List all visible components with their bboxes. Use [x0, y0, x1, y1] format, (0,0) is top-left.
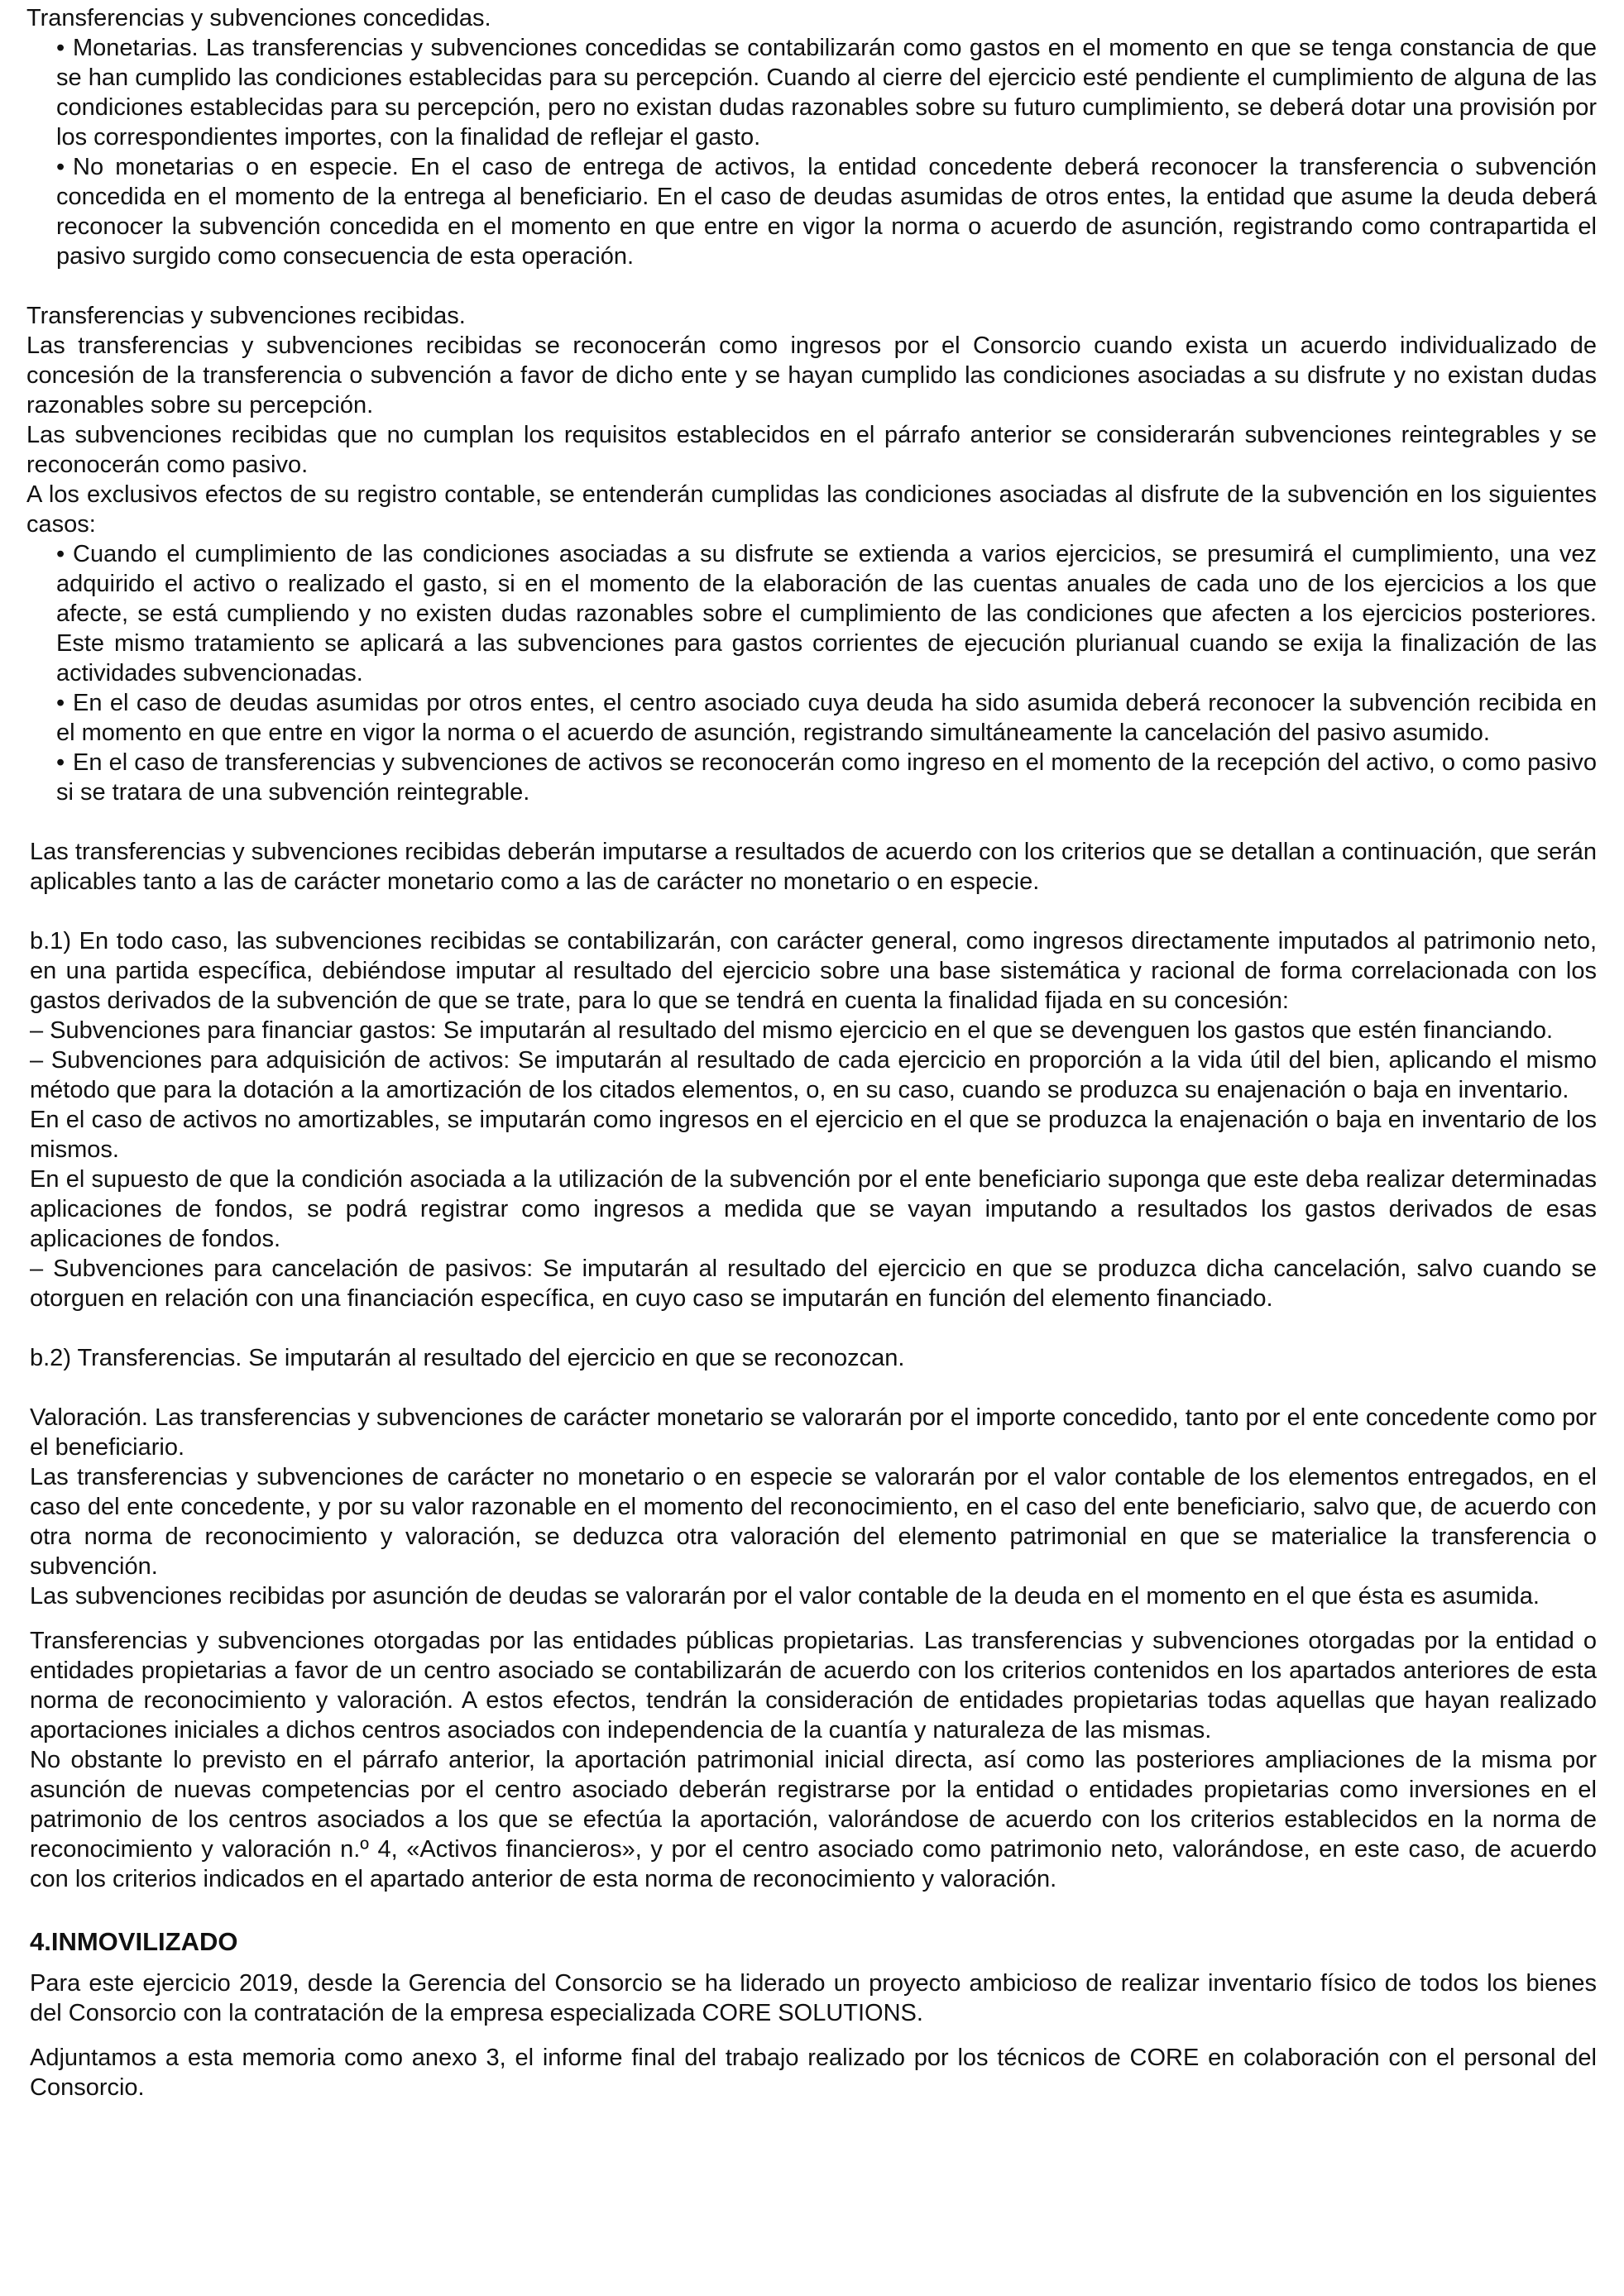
concedidas-title: Transferencias y subvenciones concedidas. [26, 5, 491, 31]
recibidas-bullet-2: • En el caso de deudas asumidas por otros entes, el centro asociado cuya deuda ha sido asumida deberá reconocer la subvención recibida en el momento en que entre en vigor la norma o el acuerdo de asunción, registrando simultáneamente la cancelación del pasivo asumido. [56, 690, 1597, 746]
recibidas-p1: Las transferencias y subvenciones recibidas se reconocerán como ingresos por el Consorcio cuando exista un acuerdo individualizado de concesión de la transferencia o subvención a favor de dicho ente y se hayan cumplido las condiciones asociadas a su disfrute y no existan dudas razonables sobre su percepción. [26, 332, 1597, 419]
concedidas-no-monetarias: • No monetarias o en especie. En el caso de entrega de activos, la entidad concedente deberá reconocer la transferencia o subvención concedida en el momento de la entrega al beneficiario. En el caso de deudas asumidas de otros entes, la entidad que asume la deuda deberá reconocer la subvención concedida en el momento en que entre en vigor la norma o acuerdo de asunción, registrando como contrapartida el pasivo surgido como consecuencia de esta operación. [56, 154, 1597, 270]
valoracion-p3: Las subvenciones recibidas por asunción de deudas se valorarán por el valor contable de la deuda en el momento en el que ésta es asumida. [30, 1583, 1540, 1610]
section-heading-inmovilizado: 4.INMOVILIZADO [30, 1927, 238, 1956]
imputacion-b1-intro: b.1) En todo caso, las subvenciones recibidas se contabilizarán, con carácter general, como ingresos directamente imputados al patrimonio neto, en una partida específica, debiéndose imputar al resultado del ejercicio sobre una base sistemática y racional de forma correlacionada con los gastos derivados de la subvención de que se trate, para lo que se tendrá en cuenta la finalidad fijada en su concesión: [30, 928, 1597, 1014]
otorgadas-p1: Transferencias y subvenciones otorgadas por las entidades públicas propietarias. Las transferencias y subvenciones otorgadas por la entidad o entidades propietarias a favor de un centro asociado se contabilizarán de acuerdo con los criterios contenidos en los apartados anteriores de esta norma de reconocimiento y valoración. A estos efectos, tendrán la consideración de entidades propietarias todas aquellas que hayan realizado aportaciones iniciales a dichos centros asociados con independencia de la cuantía y naturaleza de las mismas. [30, 1628, 1597, 1744]
imputacion-dash-pasivos: – Subvenciones para cancelación de pasivos: Se imputarán al resultado del ejercicio en que se produzca dicha cancelación, salvo cuando se otorguen en relación con una financiación específica, en cuyo caso se imputarán en función del elemento financiado. [30, 1256, 1597, 1312]
imputacion-b2: b.2) Transferencias. Se imputarán al resultado del ejercicio en que se reconozcan. [30, 1345, 905, 1371]
document-page [26, 3, 1597, 2102]
imputacion-dash-activos: – Subvenciones para adquisición de activos: Se imputarán al resultado de cada ejercicio en proporción a la vida útil del bien, aplicando el mismo método que para la dotación a la amortización de los citados elementos, o, en su caso, cuando se produzca su enajenación o baja en inventario. [30, 1047, 1597, 1103]
recibidas-title: Transferencias y subvenciones recibidas. [26, 303, 466, 329]
recibidas-bullet-3: • En el caso de transferencias y subvenciones de activos se reconocerán como ingreso en el momento de la recepción del activo, o como pasivo si se tratara de una subvención reintegrable. [56, 749, 1597, 806]
recibidas-bullet-1: • Cuando el cumplimiento de las condiciones asociadas a su disfrute se extienda a varios ejercicios, se presumirá el cumplimiento, una vez adquirido el activo o realizado el gasto, si en el momento de la elaboración de las cuentas anuales de cada uno de los ejercicios a los que afecte, se está cumpliendo y no existen dudas razonables sobre el cumplimiento de las condiciones que afecten a los ejercicios posteriores. Este mismo tratamiento se aplicará a las subvenciones para gastos corrientes de ejecución plurianual cuando se exija la finalización de las actividades subvencionadas. [56, 541, 1597, 686]
bullet-icon: • [56, 154, 65, 180]
inmovilizado-p2: Adjuntamos a esta memoria como anexo 3, el informe final del trabajo realizado por los técnicos de CORE en colaboración con el personal del Consorcio. [30, 2045, 1597, 2101]
concedidas-monetarias: • Monetarias. Las transferencias y subvenciones concedidas se contabilizarán como gastos en el momento en que se tenga constancia de que se han cumplido las condiciones establecidas para su percepción. Cuando al cierre del ejercicio esté pendiente el cumplimiento de alguna de las condiciones establecidas para su percepción, pero no existan dudas razonables sobre su futuro cumplimiento, se deberá dotar una provisión por los correspondientes importes, con la finalidad de reflejar el gasto. [56, 35, 1597, 151]
inmovilizado-p1: Para este ejercicio 2019, desde la Gerencia del Consorcio se ha liderado un proyecto ambicioso de realizar inventario físico de todos los bienes del Consorcio con la contratación de la empresa especializada CORE SOLUTIONS. [30, 1970, 1597, 2026]
otorgadas-p2: No obstante lo previsto en el párrafo anterior, la aportación patrimonial inicial directa, así como las posteriores ampliaciones de la misma por asunción de nuevas competencias por el centro asociado deberán registrarse por la entidad o entidades propietarias como inversiones en el patrimonio de los centros asociados a los que se efectúa la aportación, valorándose de acuerdo con los criterios establecidos en la norma de reconocimiento y valoración n.º 4, «Activos financieros», y por el centro asociado como patrimonio neto, valorándose, en este caso, de acuerdo con los criterios indicados en el apartado anterior de esta norma de reconocimiento y valoración. [30, 1747, 1597, 1892]
imputacion-intro: Las transferencias y subvenciones recibidas deberán imputarse a resultados de acuerdo con los criterios que se detallan a continuación, que serán aplicables tanto a las de carácter monetario como a las de carácter no monetario o en especie. [30, 839, 1597, 895]
valoracion-p1: Valoración. Las transferencias y subvenciones de carácter monetario se valorarán por el importe concedido, tanto por el ente concedente como por el beneficiario. [30, 1404, 1597, 1461]
recibidas-p2: Las subvenciones recibidas que no cumplan los requisitos establecidos en el párrafo anterior se considerarán subvenciones reintegrables y se reconocerán como pasivo. [26, 422, 1597, 478]
bullet-icon: • [56, 690, 65, 716]
imputacion-dash-gastos: – Subvenciones para financiar gastos: Se imputarán al resultado del mismo ejercicio en el que se devenguen los gastos que estén financiando. [30, 1017, 1554, 1044]
bullet-icon: • [56, 541, 65, 567]
imputacion-supuesto: En el supuesto de que la condición asociada a la utilización de la subvención por el ente beneficiario suponga que este deba realizar determinadas aplicaciones de fondos, se podrá registrar como ingresos a medida que se vayan imputando a resultados los gastos derivados de esas aplicaciones de fondos. [30, 1166, 1597, 1252]
bullet-icon: • [56, 749, 65, 776]
imputacion-no-amortizables: En el caso de activos no amortizables, se imputarán como ingresos en el ejercicio en el que se produzca la enajenación o baja en inventario de los mismos. [30, 1107, 1597, 1163]
recibidas-p3: A los exclusivos efectos de su registro contable, se entenderán cumplidas las condiciones asociadas al disfrute de la subvención en los siguientes casos: [26, 481, 1597, 538]
bullet-icon: • [56, 35, 65, 61]
valoracion-p2: Las transferencias y subvenciones de carácter no monetario o en especie se valorarán por el valor contable de los elementos entregados, en el caso del ente concedente, y por su valor razonable en el momento del reconocimiento, en el caso del ente beneficiario, salvo que, de acuerdo con otra norma de reconocimiento y valoración, se deduzca otra valoración del elemento patrimonial en que se materialice la transferencia o subvención. [30, 1464, 1597, 1580]
